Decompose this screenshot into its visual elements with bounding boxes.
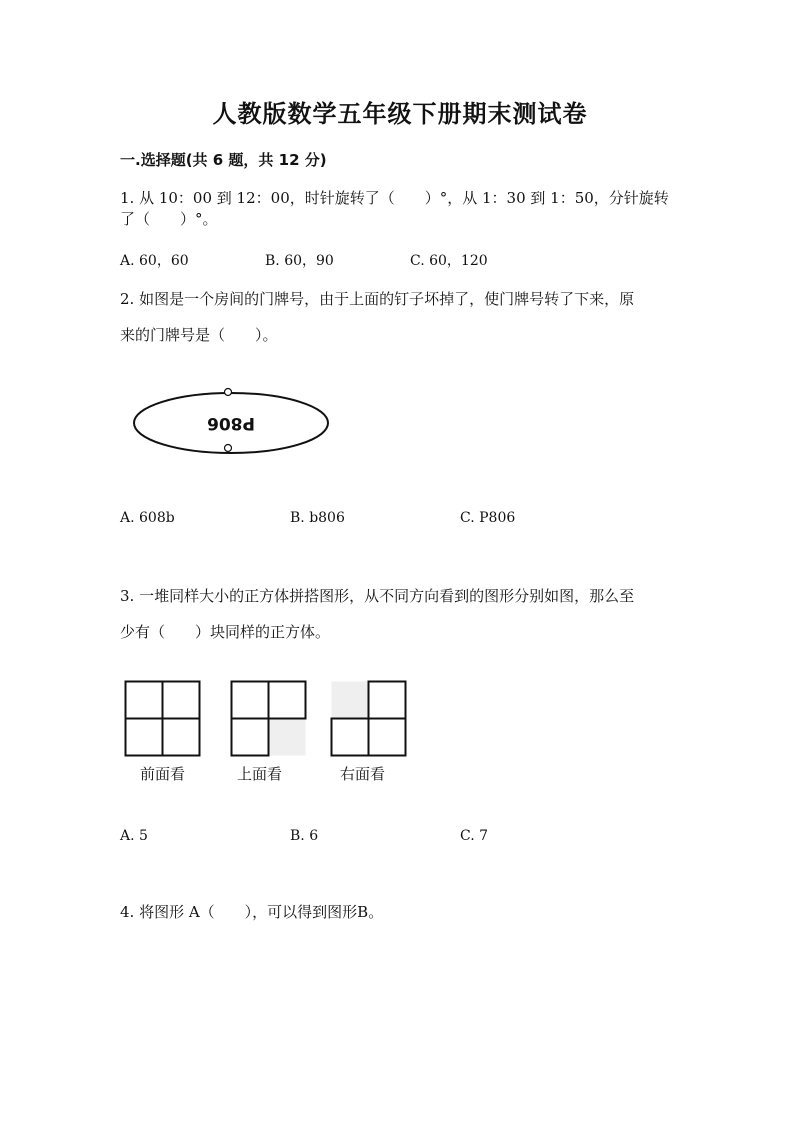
- front-view-figure: [124, 680, 202, 758]
- empty-cell: [269, 719, 306, 756]
- question-2-option-c: C. P806: [460, 510, 516, 526]
- question-4-line-1: 4. 将图形 A（ ），可以得到图形B。: [120, 903, 384, 921]
- top-view-figure: [230, 680, 308, 758]
- front-view-caption: 前面看: [140, 765, 186, 783]
- question-2-line-1: 2. 如图是一个房间的门牌号，由于上面的钉子坏掉了，使门牌号转了下来，原: [120, 290, 635, 308]
- cube-face: [232, 682, 269, 719]
- question-1-line-2: 了（ ）°。: [120, 210, 218, 228]
- question-2-line-2: 来的门牌号是（ ）。: [120, 326, 278, 344]
- cube-face: [269, 682, 306, 719]
- section-heading: 一.选择题(共 6 题，共 12 分): [120, 151, 327, 169]
- question-1-option-b: B. 60，90: [265, 253, 334, 269]
- right-view-figure: [330, 680, 408, 758]
- question-3-option-a: A. 5: [120, 828, 148, 844]
- cube-face: [163, 719, 200, 756]
- empty-cell: [332, 682, 369, 719]
- question-3-option-b: B. 6: [290, 828, 319, 844]
- page-title: 人教版数学五年级下册期末测试卷: [212, 99, 588, 128]
- nail-hole-icon: [225, 445, 232, 452]
- cube-face: [369, 682, 406, 719]
- question-3-option-c: C. 7: [460, 828, 489, 844]
- right-view-caption: 右面看: [340, 765, 386, 783]
- question-1-option-c: C. 60，120: [410, 253, 488, 269]
- question-2-option-b: B. b806: [290, 510, 345, 526]
- nail-hole-icon: [225, 389, 232, 396]
- question-1-option-a: A. 60，60: [120, 253, 189, 269]
- question-3-line-2: 少有（ ）块同样的正方体。: [120, 623, 331, 641]
- cube-face: [126, 682, 163, 719]
- cube-face: [369, 719, 406, 756]
- question-2-option-a: A. 608b: [120, 510, 175, 526]
- cube-face: [232, 719, 269, 756]
- question-1-line-1: 1. 从 10：00 到 12：00，时针旋转了（ ）°，从 1：30 到 1：50，分针旋转: [120, 189, 669, 207]
- door-plate-number: P806: [207, 413, 255, 433]
- cube-face: [126, 719, 163, 756]
- door-plate-figure: [128, 382, 334, 458]
- cube-face: [163, 682, 200, 719]
- question-3-line-1: 3. 一堆同样大小的正方体拼搭图形，从不同方向看到的图形分别如图，那么至: [120, 587, 635, 605]
- cube-face: [332, 719, 369, 756]
- top-view-caption: 上面看: [237, 765, 283, 783]
